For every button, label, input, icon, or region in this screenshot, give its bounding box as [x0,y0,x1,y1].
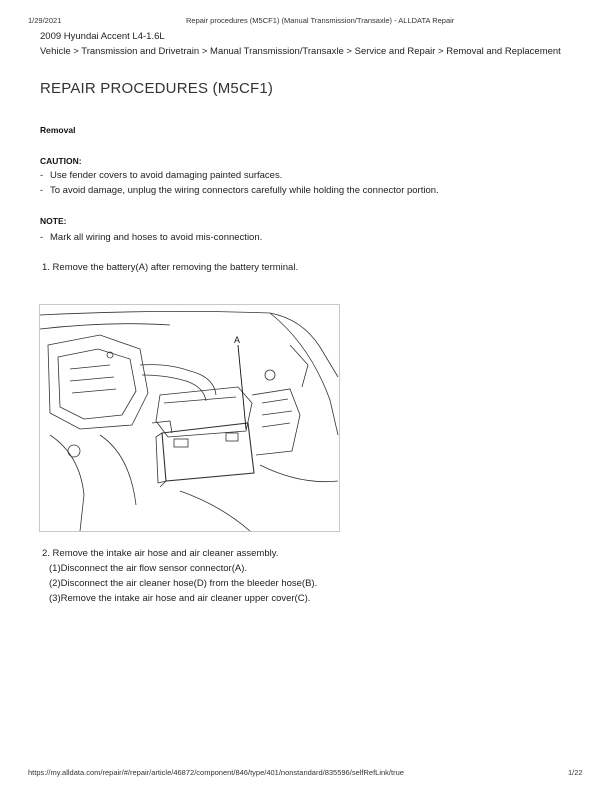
page-title: REPAIR PROCEDURES (M5CF1) [40,80,274,97]
sub-step: (1)Disconnect the air flow sensor connector(A). [49,563,247,574]
note-label: NOTE: [40,216,67,226]
step-2: 2. Remove the intake air hose and air cleaner assembly. [42,548,279,559]
callout-label: A [234,335,241,345]
caution-item: - Use fender covers to avoid damaging painted surfaces. [40,170,283,181]
callout-line [238,345,246,429]
sub-step: (3)Remove the intake air hose and air cleaner upper cover(C). [49,593,311,604]
breadcrumb[interactable]: Vehicle > Transmission and Drivetrain > Manual Transmission/Transaxle > Service and Repair > Removal and Replacement [40,46,561,57]
engine-bay-illustration [40,305,339,531]
caution-item: - To avoid damage, unplug the wiring connectors carefully while holding the connector portion. [40,185,439,196]
sub-step: (2)Disconnect the air cleaner hose(D) from the bleeder hose(B). [49,578,318,589]
print-page-title: Repair procedures (M5CF1) (Manual Transmission/Transaxle) - ALLDATA Repair [186,16,455,25]
caution-item-text: Use fender covers to avoid damaging painted surfaces. [50,170,283,181]
caution-item-text: To avoid damage, unplug the wiring connectors carefully while holding the connector portion. [50,185,439,196]
removal-heading: Removal [40,125,76,135]
note-item: - Mark all wiring and hoses to avoid mis-connection. [40,232,263,243]
footer-url[interactable]: https://my.alldata.com/repair/#/repair/article/46872/component/846/type/401/nonstandard/835596/selfRefLink/true [28,768,404,777]
page-number: 1/22 [568,768,583,777]
vehicle-label: 2009 Hyundai Accent L4-1.6L [40,31,165,42]
step-1: 1. Remove the battery(A) after removing the battery terminal. [42,262,299,273]
battery-figure [39,304,340,532]
caution-label: CAUTION: [40,156,82,166]
print-date: 1/29/2021 [28,16,62,25]
note-item-text: Mark all wiring and hoses to avoid mis-connection. [50,232,263,243]
